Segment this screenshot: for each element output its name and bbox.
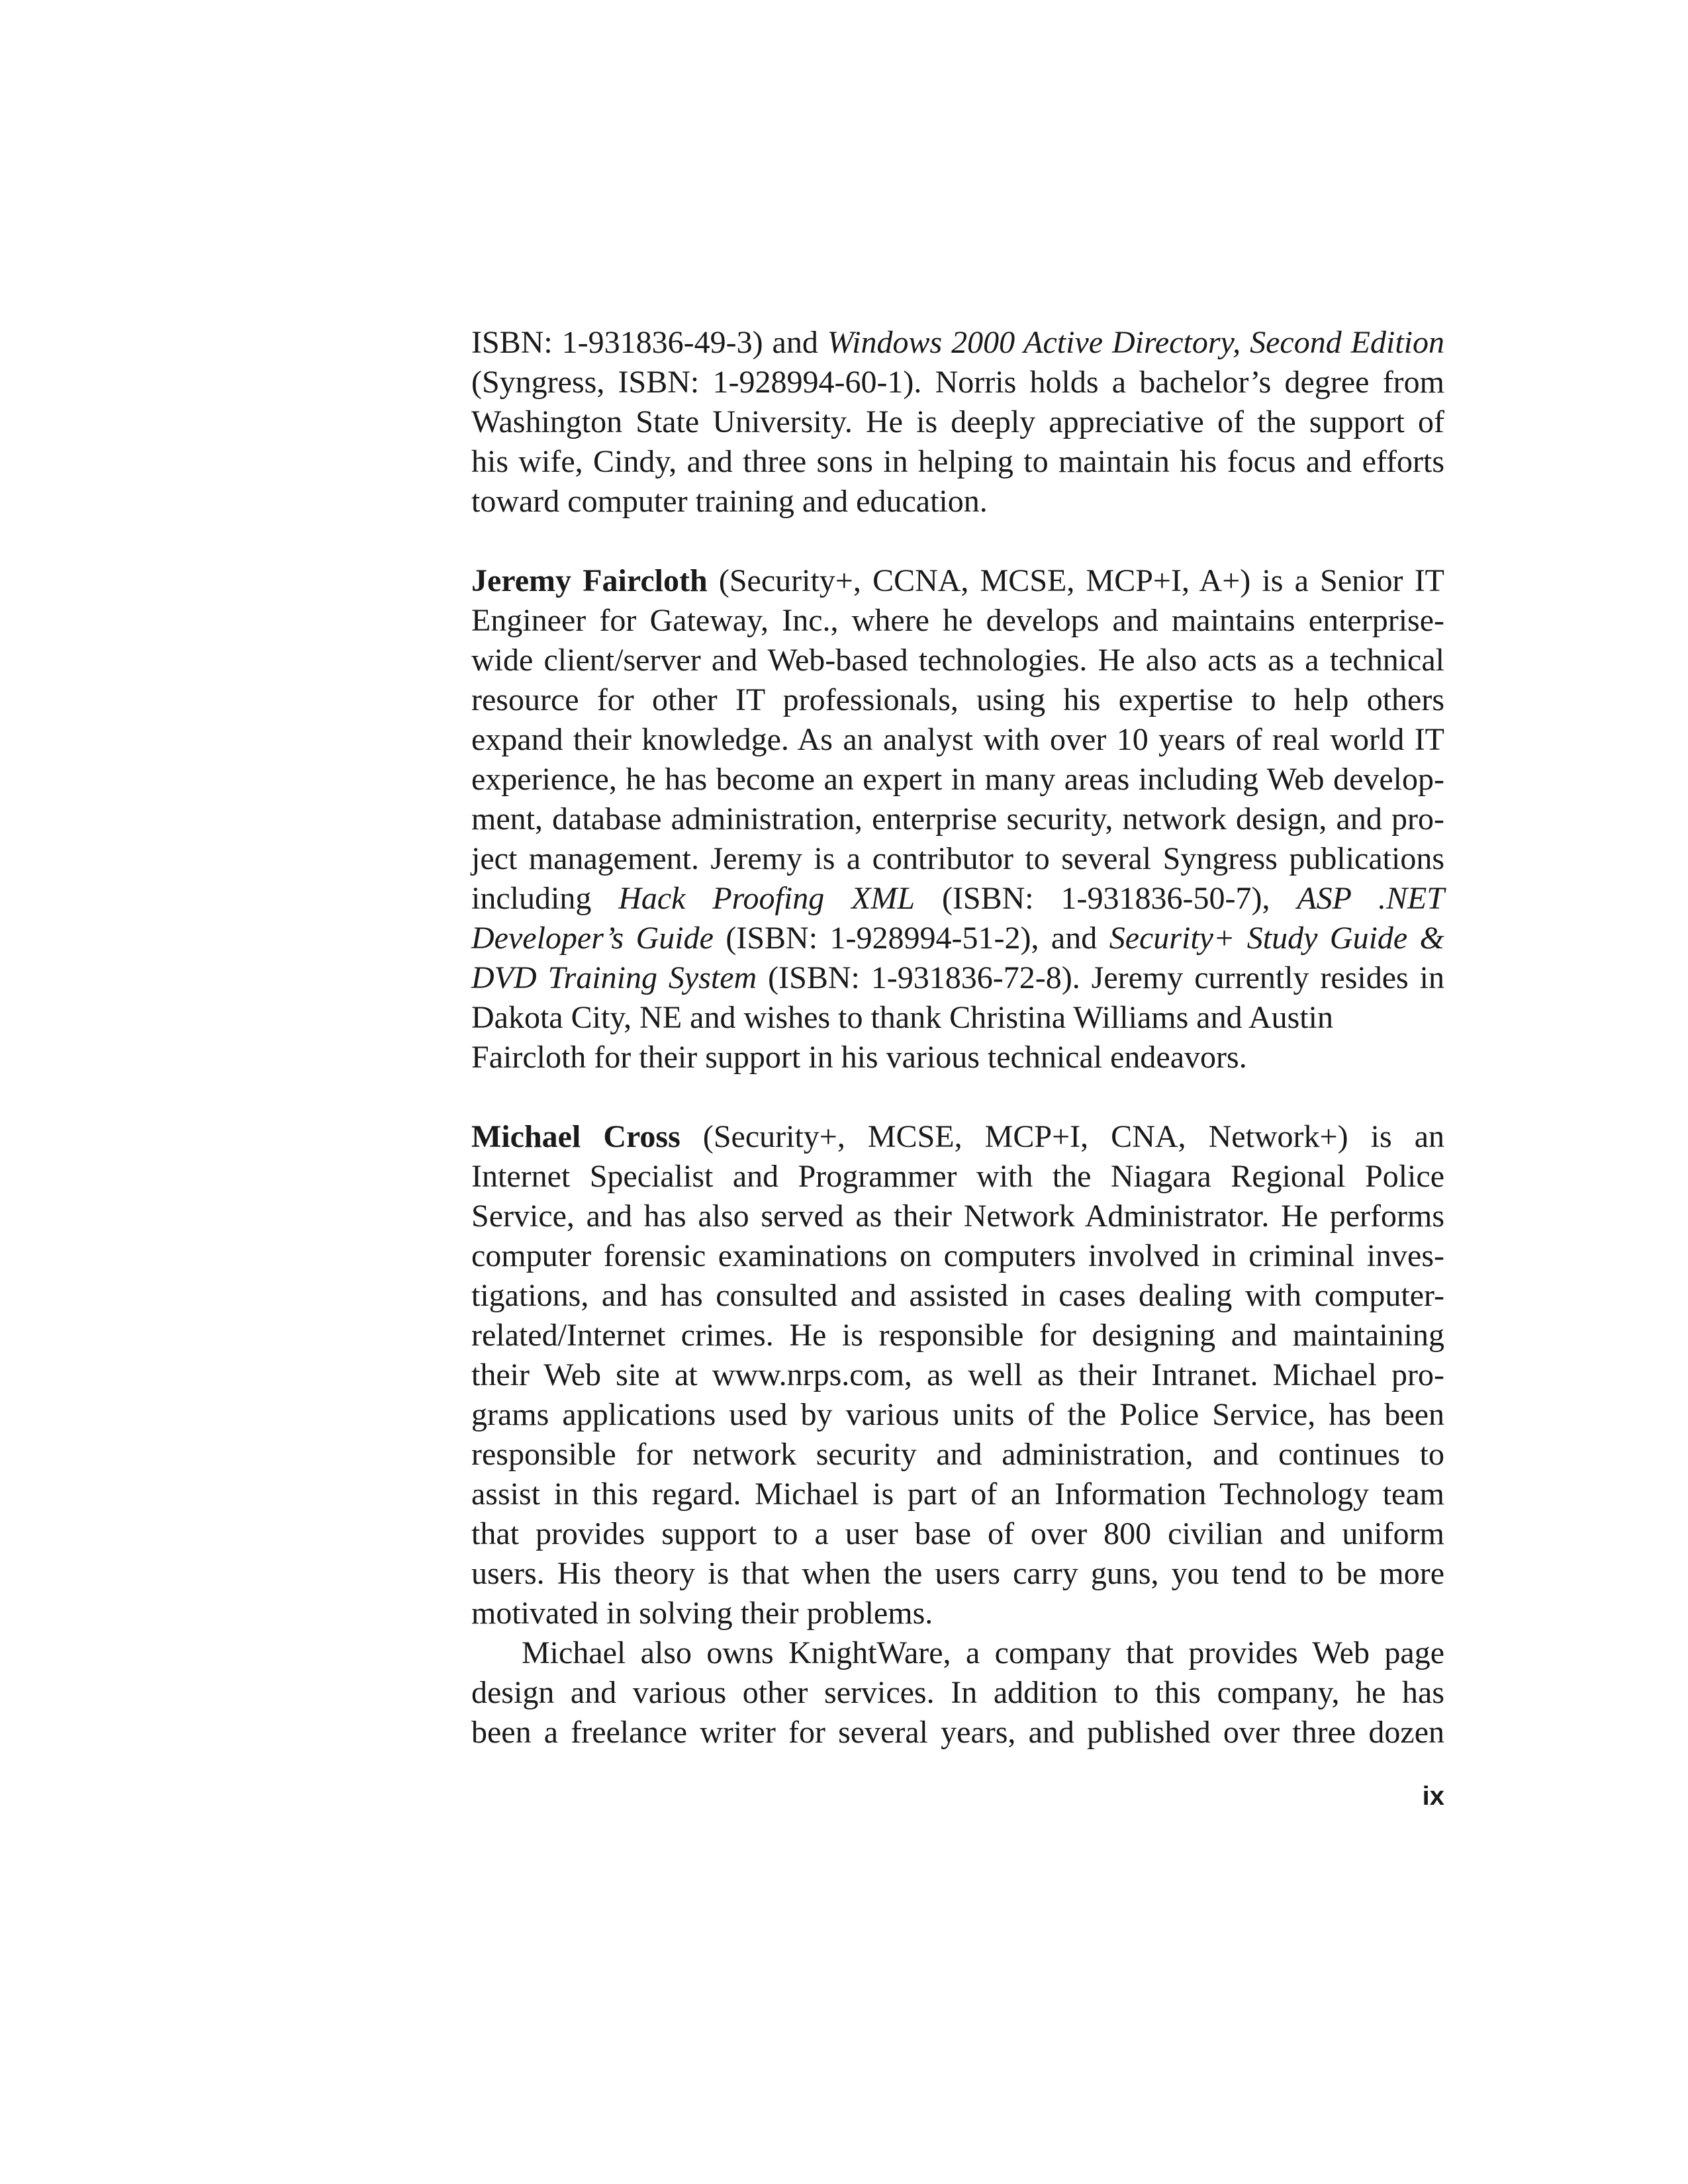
book-title: DVD Training System: [471, 960, 757, 995]
text-run: (ISBN: 1-931836-50-7),: [915, 881, 1297, 916]
text-line: grams applications used by various units of the Police Service, has been: [471, 1397, 1444, 1432]
text-line: responsible for network security and administration, and continues to: [471, 1437, 1444, 1472]
text-line: expand their knowledge. As an analyst with over 10 years of real world IT: [471, 722, 1444, 757]
text-line: Engineer for Gateway, Inc., where he develops and maintains enterprise-: [471, 603, 1444, 638]
book-title: Developer’s Guide: [471, 921, 714, 956]
text-line: been a freelance writer for several years, and published over three dozen: [471, 1715, 1444, 1750]
paragraph-cross: [471, 1117, 1444, 1633]
paragraph-faircloth: [471, 561, 1444, 1077]
text-run: ISBN: 1-931836-49-3) and: [471, 325, 827, 360]
text-line: that provides support to a user base of over 800 civilian and uniform: [471, 1516, 1444, 1551]
text-line: Service, and has also served as their Network Administrator. He performs: [471, 1199, 1444, 1234]
text-line: assist in this regard. Michael is part of an Information Technology team: [471, 1477, 1444, 1512]
paragraph-norris: [471, 323, 1444, 522]
paragraph-gap: [471, 1077, 1444, 1117]
text-line: Michael also owns KnightWare, a company that provides Web page: [522, 1635, 1444, 1670]
book-title: Security+ Study Guide &: [1109, 921, 1445, 956]
book-title: ASP .NET: [1297, 881, 1445, 916]
text-line: Internet Specialist and Programmer with the Niagara Regional Police: [471, 1159, 1444, 1194]
text-line: [471, 958, 1444, 998]
text-line: (Syngress, ISBN: 1-928994-60-1). Norris holds a bachelor’s degree from: [471, 365, 1444, 400]
text-line: [471, 1117, 1444, 1157]
page-number: ix: [1422, 1782, 1444, 1811]
text-line: Washington State University. He is deeply appreciative of the support of: [471, 404, 1444, 439]
text-run: (ISBN: 1-928994-51-2), and: [713, 921, 1109, 956]
text-run: (ISBN: 1-931836-72-8). Jeremy currently resides in: [757, 960, 1444, 995]
text-line: [471, 561, 1444, 601]
text-line: ment, database administration, enterprise security, network design, and pro-: [471, 801, 1444, 837]
paragraph-gap: [471, 522, 1444, 561]
author-name: Jeremy Faircloth: [471, 563, 708, 598]
text-line: related/Internet crimes. He is responsible for designing and maintaining: [471, 1318, 1444, 1353]
text-line: ject management. Jeremy is a contributor to several Syngress publications: [471, 841, 1444, 876]
text-line: [471, 879, 1444, 919]
text-line: experience, he has become an expert in many areas including Web develop-: [471, 762, 1444, 797]
book-title: Windows 2000 Active Directory, Second Edition: [827, 325, 1444, 360]
paragraph-cross-continued: [471, 1633, 1444, 1752]
text-line: his wife, Cindy, and three sons in helping to maintain his focus and efforts: [471, 444, 1444, 479]
text-run: (Security+, CCNA, MCSE, MCP+I, A+) is a Senior IT: [707, 563, 1445, 598]
text-line: motivated in solving their problems.: [471, 1596, 933, 1631]
text-run: including: [471, 881, 619, 916]
author-name: Michael Cross: [471, 1119, 680, 1154]
text-line: computer forensic examinations on computers involved in criminal inves-: [471, 1238, 1444, 1273]
text-line: [471, 323, 1444, 363]
text-line: wide client/server and Web-based technologies. He also acts as a technical: [471, 643, 1444, 678]
text-line: tigations, and has consulted and assisted in cases dealing with computer-: [471, 1278, 1444, 1313]
text-line: toward computer training and education.: [471, 484, 988, 519]
text-line: design and various other services. In addition to this company, he has: [471, 1675, 1444, 1710]
text-run: (Security+, MCSE, MCP+I, CNA, Network+) is an: [680, 1119, 1444, 1154]
text-line: their Web site at www.nrps.com, as well as their Intranet. Michael pro-: [471, 1357, 1444, 1392]
body-text: [471, 323, 1444, 1752]
book-title: Hack Proofing XML: [618, 881, 915, 916]
text-line: Faircloth for their support in his various technical endeavors.: [471, 1040, 1247, 1075]
text-line: users. His theory is that when the users carry guns, you tend to be more: [471, 1556, 1444, 1591]
text-line: Dakota City, NE and wishes to thank Christina Williams and Austin: [471, 1000, 1333, 1035]
text-line: [471, 919, 1444, 958]
text-line: resource for other IT professionals, using his expertise to help others: [471, 682, 1444, 717]
